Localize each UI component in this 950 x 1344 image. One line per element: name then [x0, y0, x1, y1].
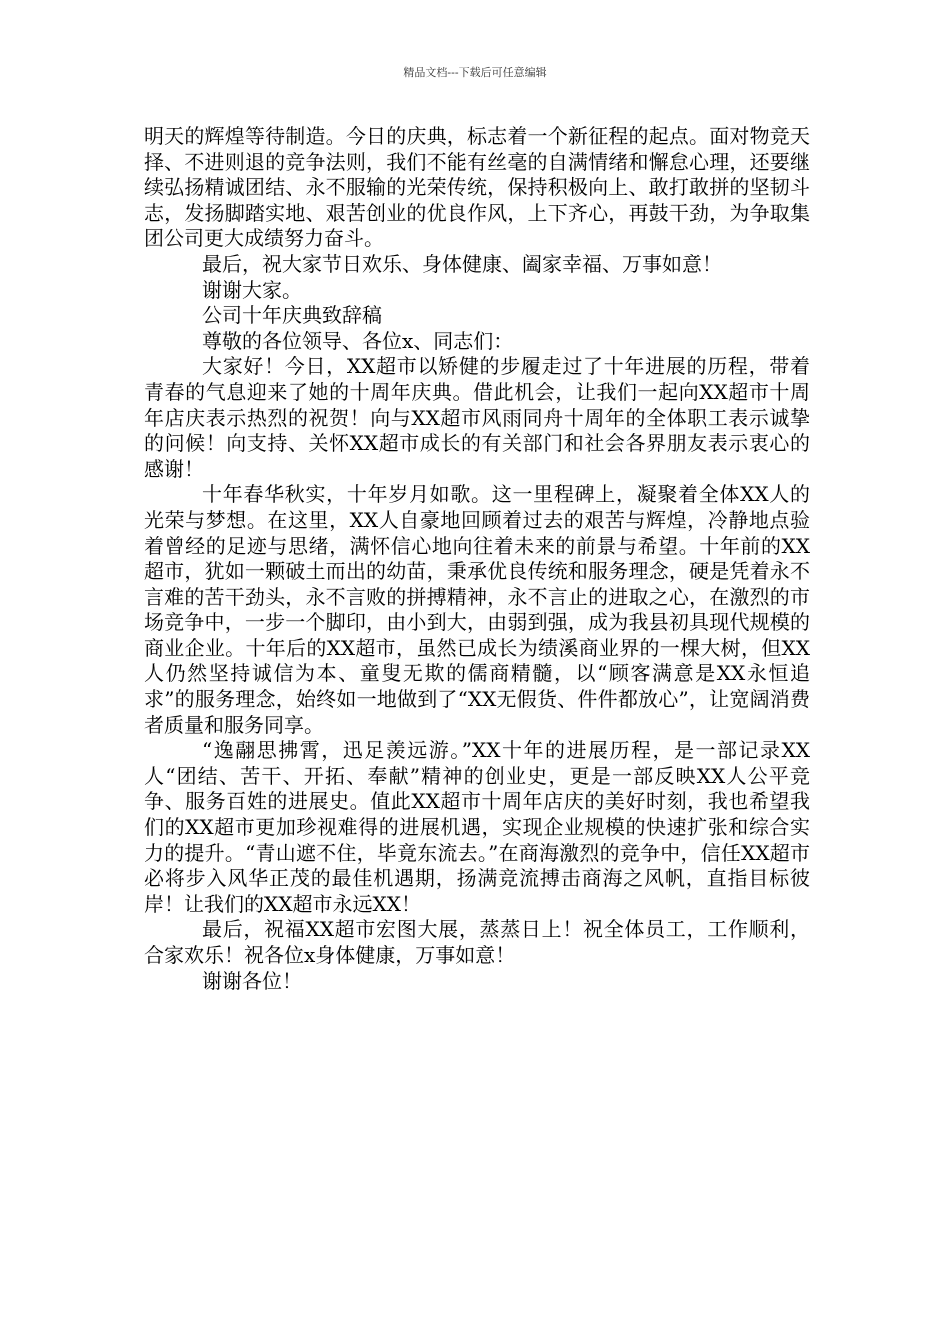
paragraph-greeting: 大家好！今日，XX超市以矫健的步履走过了十年进展的历程，带着青春的气息迎来了她的十周年庆典。借此机会，让我们一起向XX超市十周年店庆表示热烈的祝贺！向与XX超市风雨同舟十周年的全体职工表示诚挚的问候！向支持、关怀XX超市成长的有关部门和社会各界朋友表示衷心的感谢！ — [144, 354, 810, 481]
paragraph-final-wishes: 最后，祝福XX超市宏图大展，蒸蒸日上！祝全体员工，工作顺利，合家欢乐！祝各位x身体健康，万事如意！ — [144, 917, 810, 967]
paragraph-closing-previous: 明天的辉煌等待制造。今日的庆典，标志着一个新征程的起点。面对物竞天择、不进则退的竞争法则，我们不能有丝毫的自满情绪和懈怠心理，还要继续弘扬精诚团结、永不服输的光荣传统，保持积极向上、敢打敢拼的坚韧斗志，发扬脚踏实地、艰苦创业的优良作风，上下齐心，再鼓干劲，为争取集团公司更大成绩努力奋斗。 — [144, 124, 810, 251]
page-header: 精品文档---下载后可任意编辑 — [403, 66, 547, 79]
speech-title: 公司十年庆典致辞稿 — [202, 303, 382, 328]
paragraph-development: “逸翮思拂霄，迅足羡远游。”XX十年的进展历程，是一部记录XX人“团结、苦干、开拓、奉献”精神的创业史，更是一部反映XX人公平竞争、服务百姓的进展史。值此XX超市十周年店庆的美好时刻，我也希望我们的XX超市更加珍视难得的进展机遇，实现企业规模的快速扩张和综合实力的提升。“青山遮不住，毕竟东流去。”在商海激烈的竞争中，信任XX超市必将步入风华正茂的最佳机遇期，扬满竞流搏击商海之风帆，直指目标彼岸！让我们的XX超市永远XX！ — [144, 738, 810, 916]
paragraph-thanks: 谢谢大家。 — [202, 277, 302, 302]
paragraph-best-wishes: 最后，祝大家节日欢乐、身体健康、阖家幸福、万事如意！ — [202, 251, 722, 276]
document-body — [144, 124, 810, 994]
paragraph-thanks-all: 谢谢各位！ — [202, 968, 302, 993]
paragraph-ten-years: 十年春华秋实，十年岁月如歌。这一里程碑上，凝聚着全体XX人的光荣与梦想。在这里，XX人自豪地回顾着过去的艰苦与辉煌，冷静地点验着曾经的足迹与思绪，满怀信心地向往着未来的前景与希望。十年前的XX超市，犹如一颗破土而出的幼苗，秉承优良传统和服务理念，硬是凭着永不言难的苦干劲头，永不言败的拼搏精神，永不言止的进取之心，在激烈的市场竞争中，一步一个脚印，由小到大，由弱到强，成为我县初具现代规模的商业企业。十年后的XX超市，虽然已成长为绩溪商业界的一棵大树，但XX人仍然坚持诚信为本、童叟无欺的儒商精髓，以“顾客满意是XX永恒追求”的服务理念，始终如一地做到了“XX无假货、件件都放心”，让宽阔消费者质量和服务同享。 — [144, 482, 810, 737]
speech-salutation: 尊敬的各位领导、各位x、同志们： — [202, 328, 514, 353]
